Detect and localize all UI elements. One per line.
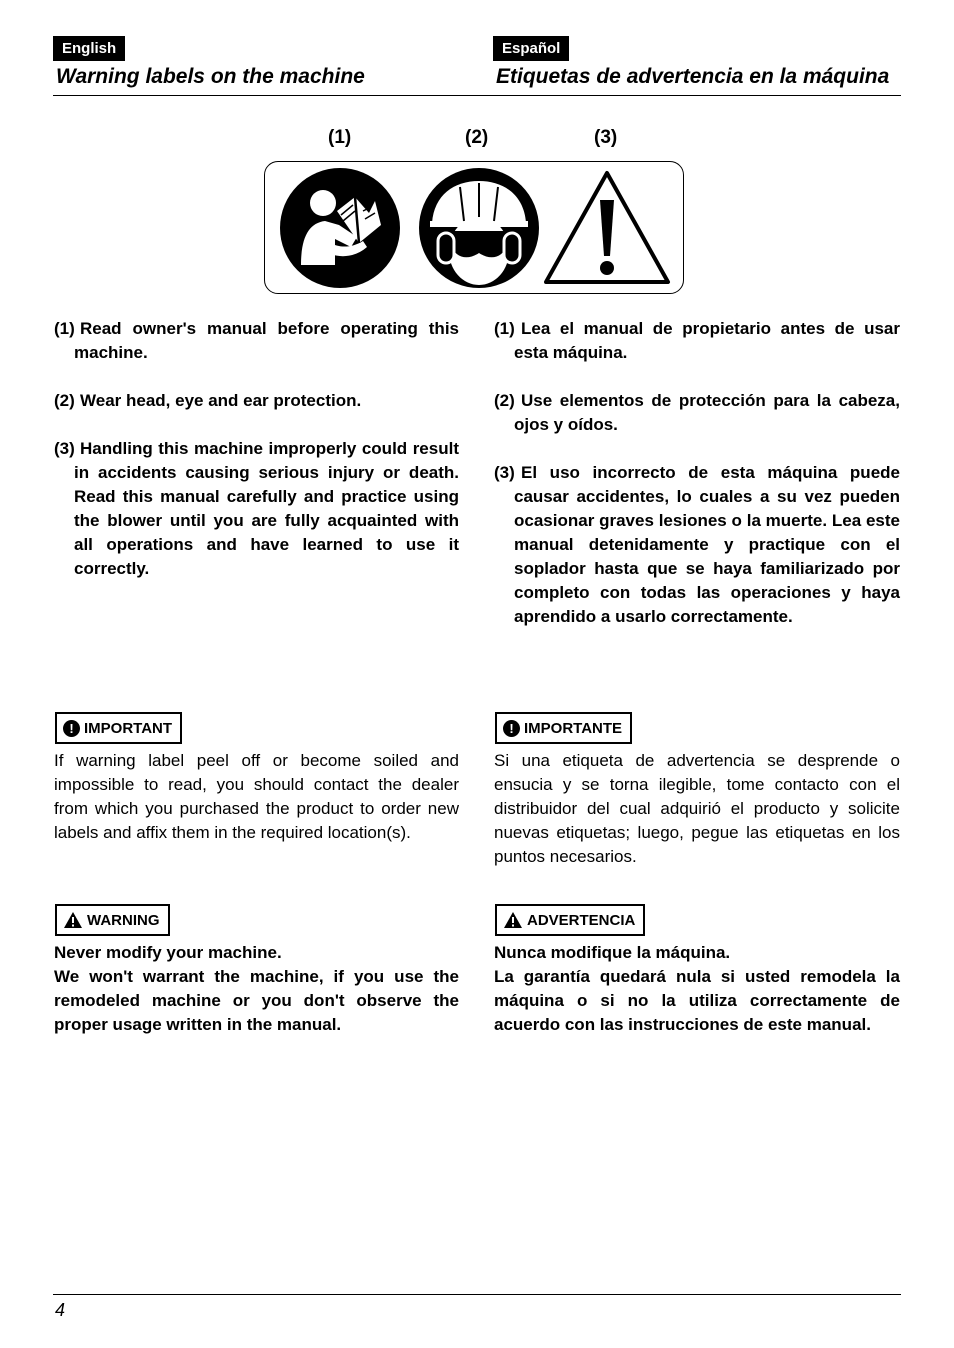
warning-triangle-icon [543, 170, 671, 285]
warning-notice-espanol [495, 904, 645, 936]
warning-body: La garantía quedará nula si usted remodela la máquina o si no la utiliza correctamente de acuerdo con las instrucciones de este manual. [494, 967, 900, 1034]
language-tag-espanol: Español [493, 36, 569, 61]
list-item [54, 317, 459, 365]
warning-labels-figure [264, 161, 684, 294]
important-notice-espanol [495, 712, 632, 744]
list-item [54, 389, 459, 413]
important-notice-english [55, 712, 182, 744]
item-number: (3) [494, 463, 515, 482]
item-text: El uso incorrecto de esta máquina puede causar accidentes, lo cuales a su vez pueden ocasionar graves lesiones o la muerte. Lea este manual detenidamente y practique con el soplador hasta que se haya familiarizado por completo con todas las operaciones y haya aprendido a usarlo correctamente. [514, 463, 900, 626]
section-title-english: Warning labels on the machine [56, 65, 365, 88]
item-number: (1) [494, 319, 515, 338]
list-item [494, 461, 900, 629]
warning-notice-english [55, 904, 170, 936]
item-text: Read owner's manual before operating this machine. [74, 319, 459, 362]
important-text-english: If warning label peel off or become soiled and impossible to read, you should contact the dealer from which you purchased the product to order new labels and affix them in the required location(s). [54, 751, 459, 842]
head-eye-ear-protection-icon [418, 167, 540, 289]
figure-label-2: (2) [465, 127, 489, 148]
warning-text-espanol [494, 941, 900, 1037]
item-text: Lea el manual de propietario antes de usar esta máquina. [514, 319, 900, 362]
item-number: (2) [54, 391, 75, 410]
espanol-label-list [494, 317, 900, 629]
warning-first-line: Nunca modifique la máquina. [494, 943, 731, 962]
exclamation-icon: ! [503, 720, 520, 737]
list-item [54, 437, 459, 581]
item-number: (3) [54, 439, 75, 458]
item-text: Use elementos de protección para la cabeza, ojos y oídos. [514, 391, 900, 434]
important-label: IMPORTANTE [524, 719, 623, 737]
list-item [494, 317, 900, 365]
important-label: IMPORTANT [84, 719, 173, 737]
item-number: (1) [54, 319, 75, 338]
warning-text-english [54, 941, 459, 1037]
language-tag-english: English [53, 36, 125, 61]
warning-label: WARNING [87, 911, 160, 929]
warning-triangle-small-icon [63, 911, 83, 929]
footer-rule [53, 1294, 901, 1295]
item-text: Wear head, eye and ear protection. [80, 391, 362, 410]
page-number: 4 [55, 1300, 66, 1320]
exclamation-icon: ! [63, 720, 80, 737]
figure-label-3: (3) [594, 127, 618, 148]
english-label-list [54, 317, 459, 581]
warning-triangle-small-icon [503, 911, 523, 929]
read-manual-icon [279, 167, 401, 289]
warning-body: We won't warrant the machine, if you use the remodeled machine or you don't observe the proper usage written in the manual. [54, 967, 459, 1034]
warning-first-line: Never modify your machine. [54, 943, 282, 962]
important-text-espanol: Si una etiqueta de advertencia se desprende o ensucia y se torna ilegible, tome contacto con el distribuidor del cual adquirió el producto y solicite nuevas etiquetas; luego, pegue las etiquetas en los puntos necesarios. [494, 751, 900, 866]
item-number: (2) [494, 391, 515, 410]
section-title-espanol: Etiquetas de advertencia en la máquina [496, 65, 890, 88]
warning-label: ADVERTENCIA [527, 911, 636, 929]
item-text: Handling this machine improperly could result in accidents causing serious injury or death. Read this manual carefully and practice using the blower until you are fully acquainted with all operations and have learned to use it correctly. [74, 439, 459, 578]
header-rule [53, 95, 901, 96]
list-item [494, 389, 900, 437]
figure-label-1: (1) [328, 127, 352, 148]
